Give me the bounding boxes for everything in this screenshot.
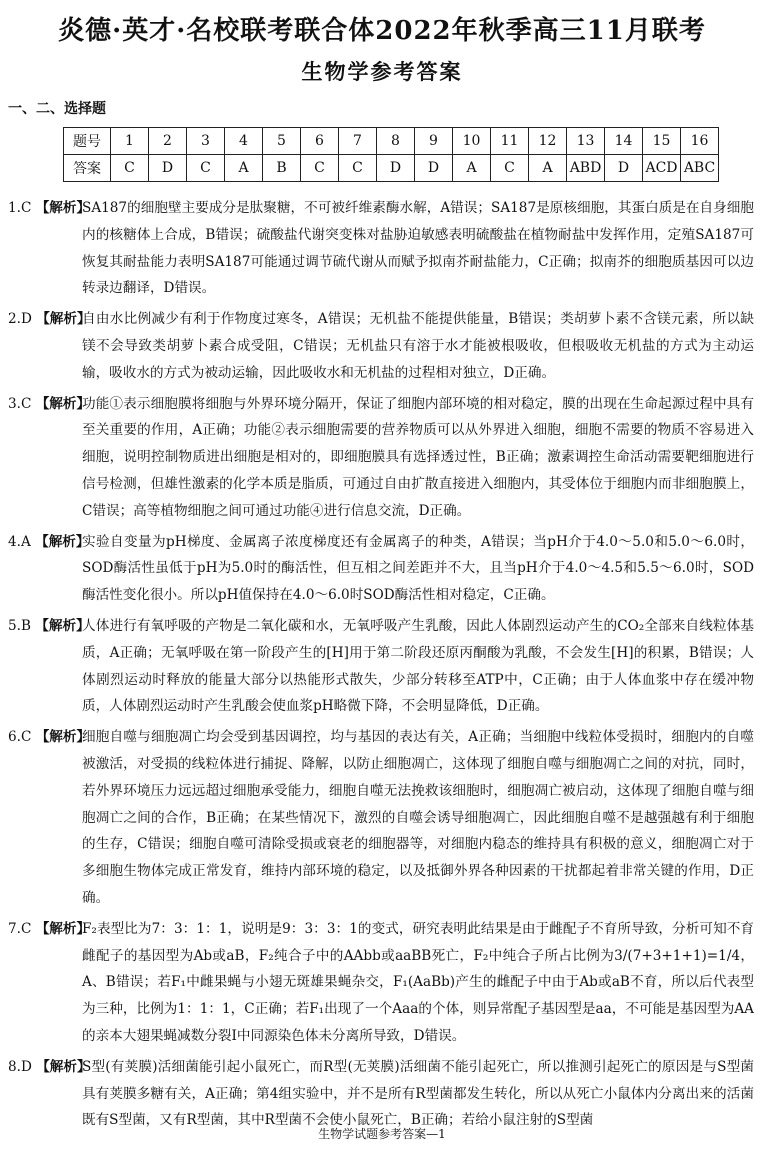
question-number: 2 — [149, 128, 187, 155]
explanation-item — [8, 724, 754, 912]
answer-cell: C — [339, 155, 377, 182]
analysis-tag: 【解析】 — [35, 729, 91, 746]
item-answer: 4.A — [8, 533, 31, 550]
row-label-answer: 答案 — [64, 155, 111, 182]
answer-cell: D — [605, 155, 643, 182]
question-number: 3 — [187, 128, 225, 155]
question-number: 14 — [605, 128, 643, 155]
answer-cell: C — [301, 155, 339, 182]
question-number-row — [64, 128, 719, 155]
answer-cell: A — [529, 155, 567, 182]
item-number — [8, 529, 90, 609]
item-answer: 3.C — [8, 395, 32, 412]
item-answer: 2.D — [8, 311, 32, 328]
question-number: 9 — [415, 128, 453, 155]
item-answer: 6.C — [8, 729, 32, 746]
explanation-item — [8, 306, 754, 386]
answer-row — [64, 155, 719, 182]
analysis-tag: 【解析】 — [35, 920, 91, 937]
answer-cell: C — [187, 155, 225, 182]
item-number — [8, 724, 91, 912]
question-number: 1 — [111, 128, 149, 155]
page-footer: 生物学试题参考答案—1 — [318, 1127, 446, 1141]
explanation-item — [8, 529, 754, 609]
item-text: SA187的细胞壁主要成分是肽聚糖，不可被纤维素酶水解，A错误；SA187是原核细胞，其蛋白质是在自身细胞内的核糖体上合成，B错误；硫酸盐代谢突变株对盐胁迫敏感表明硫酸盐在植物耐盐中发挥作用，定殖SA187可恢复其耐盐能力表明SA187可能通过调节硫代谢从而赋予拟南芥耐盐能力，C正确；拟南芥的细胞质基因可以边转录边翻译，D错误。 — [82, 200, 754, 297]
answer-table — [63, 127, 719, 182]
item-number — [8, 1054, 91, 1134]
answer-cell: ACD — [643, 155, 681, 182]
answer-cell: C — [111, 155, 149, 182]
question-number: 16 — [681, 128, 719, 155]
answer-cell: ABD — [567, 155, 605, 182]
item-number — [8, 306, 91, 386]
item-answer: 5.B — [8, 617, 31, 634]
item-answer: 1.C — [8, 200, 32, 216]
answer-cell: D — [377, 155, 415, 182]
question-number: 12 — [529, 128, 567, 155]
item-text: 自由水比例减少有利于作物度过寒冬，A错误；无机盐不能提供能量，B错误；类胡萝卜素不含镁元素，所以缺镁不会导致类胡萝卜素合成受阻，C错误；无机盐只有溶于水才能被根吸收，但根吸收无机盐的方式为主动运输，吸收水的方式为被动运输，因此吸收水和无机盐的过程相对独立，D正确。 — [82, 311, 754, 381]
analysis-tag: 【解析】 — [35, 200, 91, 216]
explanation-item — [8, 1054, 754, 1134]
question-number: 5 — [263, 128, 301, 155]
question-number: 8 — [377, 128, 415, 155]
answer-cell: B — [263, 155, 301, 182]
explanation-item — [8, 195, 754, 302]
item-answer: 7.C — [8, 920, 32, 937]
question-number: 4 — [225, 128, 263, 155]
item-text: 人体进行有氧呼吸的产物是二氧化碳和水，无氧呼吸产生乳酸，因此人体剧烈运动产生的CO₂全部来自线粒体基质，A正确；无氧呼吸在第一阶段产生的[H]用于第二阶段还原丙酮酸为乳酸，不会发生[H]的积累，B错误；人体剧烈运动时释放的能量大部分以热能形式散失，少部分转移至ATP中，C正确；由于人体血浆中存在缓冲物质，人体剧烈运动时产生乳酸会使血浆pH略微下降，不会明显降低，D正确。 — [82, 617, 754, 715]
item-answer: 8.D — [8, 1058, 32, 1075]
analysis-tag: 【解析】 — [36, 311, 91, 328]
page-title: 炎德·英才·名校联考联合体2022年秋季高三11月联考 — [58, 16, 706, 46]
answer-cell: C — [491, 155, 529, 182]
analysis-tag: 【解析】 — [35, 533, 90, 550]
section-heading: 一、二、选择题 — [8, 101, 106, 117]
answer-cell: A — [225, 155, 263, 182]
page-subtitle: 生物学参考答案 — [301, 59, 463, 84]
item-text: 细胞自噬与细胞凋亡均会受到基因调控，均与基因的表达有关，A正确；当细胞中线粒体受损时，细胞内的自噬被激活，对受损的线粒体进行捕捉、降解，以防止细胞凋亡，这体现了细胞自噬与细胞凋亡之间的对抗，同时，若外界环境压力远远超过细胞承受能力，细胞自噬无法挽救该细胞时，细胞凋亡被启动，这体现了细胞自噬与细胞凋亡之间的合作，B正确；在某些情况下，激烈的自噬会诱导细胞凋亡，因此细胞自噬不是越强越有利于细胞的生存，C错误；细胞自噬可清除受损或衰老的细胞器等，对细胞内稳态的维持具有积极的意义，细胞凋亡对于多细胞生物体完成正常发育，维持内部环境的稳定，以及抵御外界各种因素的干扰都起着非常关键的作用，D正确。 — [82, 729, 754, 906]
explanation-item — [8, 391, 754, 525]
item-text: F₂表型比为7：3：1：1，说明是9：3：3：1的变式，研究表明此结果是由于雌配子不育所导致，分析可知不育雌配子的基因型为Ab或aB，F₂纯合子中的AAbb或aaBB死亡，F₂中纯合子所占比例为3/(7+3+1+1)=1/4，A、B错误；若F₁中雌果蝇与小翅无斑雄果蝇杂交，F₁(AaBb)产生的雌配子中由于Ab或aB不育，所以后代表型为三种，比例为1：1：1，C正确；若F₁出现了一个Aaa的个体，则异常配子基因型是aa，不可能是基因型为AA的亲本大翅果蝇减数分裂Ⅰ中同源染色体未分离所导致，D错误。 — [82, 920, 754, 1044]
analysis-tag: 【解析】 — [36, 1058, 91, 1075]
question-number: 13 — [567, 128, 605, 155]
item-text: S型(有荚膜)活细菌能引起小鼠死亡，而R型(无荚膜)活细菌不能引起死亡，所以推测引起死亡的原因是与S型菌具有荚膜多糖有关，A正确；第4组实验中，并不是所有R型菌都发生转化，所以从死亡小鼠体内分离出来的活菌既有S型菌，又有R型菌，其中R型菌不会使小鼠死亡，B正确；若给小鼠注射的S型菌 — [82, 1058, 754, 1129]
row-label-number: 题号 — [64, 128, 111, 155]
explanation-item — [8, 916, 754, 1050]
explanation-item — [8, 613, 754, 720]
item-number — [8, 613, 90, 720]
question-number: 7 — [339, 128, 377, 155]
question-number: 11 — [491, 128, 529, 155]
analysis-tag: 【解析】 — [35, 617, 90, 634]
answer-cell: A — [453, 155, 491, 182]
answer-cell: D — [415, 155, 453, 182]
question-number: 10 — [453, 128, 491, 155]
item-number — [8, 391, 91, 525]
question-number: 6 — [301, 128, 339, 155]
item-number — [8, 916, 91, 1050]
answer-cell: ABC — [681, 155, 719, 182]
question-number: 15 — [643, 128, 681, 155]
item-text: 功能①表示细胞膜将细胞与外界环境分隔开，保证了细胞内部环境的相对稳定，膜的出现在生命起源过程中具有至关重要的作用，A正确；功能②表示细胞需要的营养物质可以从外界进入细胞，细胞不需要的物质不容易进入细胞，说明控制物质进出细胞是相对的，即细胞膜具有选择透过性，B正确；激素调控生命活动需要靶细胞进行信号检测，但雄性激素的化学本质是脂质，可通过自由扩散直接进入细胞内，其受体位于细胞内而非细胞膜上，C错误；高等植物细胞之间可通过功能④进行信息交流，D正确。 — [82, 395, 754, 519]
answer-cell: D — [149, 155, 187, 182]
explanation-list — [8, 195, 754, 1138]
item-number — [8, 195, 91, 302]
item-text: 实验自变量为pH梯度、金属离子浓度梯度还有金属离子的种类，A错误；当pH介于4.0～5.0和5.0～6.0时，SOD酶活性虽低于pH为5.0时的酶活性，但互相之间差距并不大，且当pH介于4.0～4.5和5.5～6.0时，SOD酶活性变化很小。所以pH值保持在4.0～6.0时SOD酶活性相对稳定，C正确。 — [82, 533, 754, 604]
analysis-tag: 【解析】 — [35, 395, 91, 412]
